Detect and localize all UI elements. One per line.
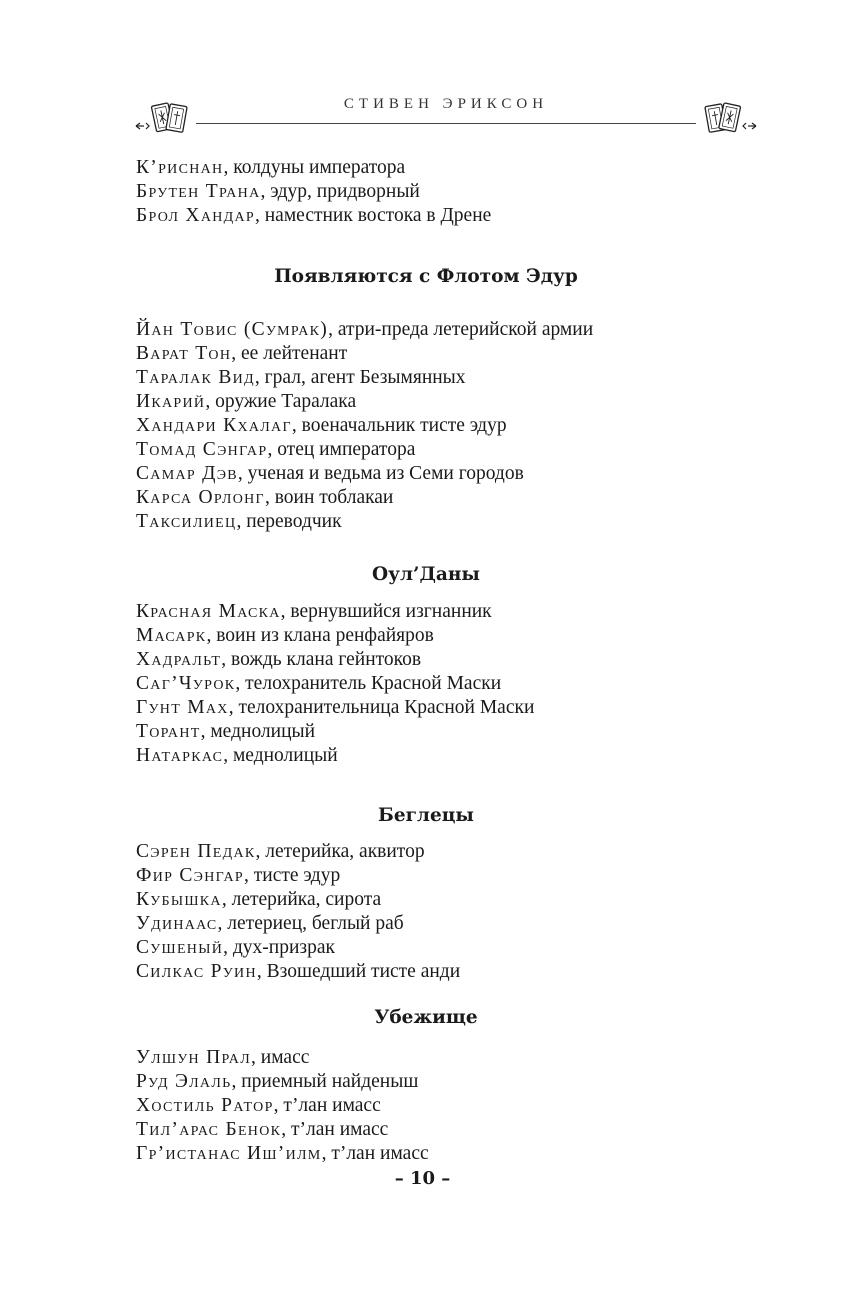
list-item [136, 180, 716, 204]
character-description: , воин тоблакаи [264, 487, 394, 508]
character-name: Икарий [136, 391, 206, 412]
list-item [136, 744, 716, 768]
list-item [136, 438, 716, 462]
list-item [136, 342, 716, 366]
list-item [136, 1142, 716, 1166]
character-description: , т’лан имасс [273, 1095, 381, 1116]
list-item [136, 204, 716, 228]
character-description: , т’лан имасс [281, 1119, 389, 1140]
character-name: Самар Дэв [136, 463, 238, 484]
character-description: , воин из клана ренфайяров [206, 625, 434, 646]
list-item [136, 1046, 716, 1070]
character-name: Хандари Кхалаг [136, 415, 292, 436]
list-item [136, 864, 716, 888]
page-number: – 10 – [394, 1168, 451, 1189]
character-description: , ее лейтенант [231, 343, 348, 364]
character-name: Удинаас [136, 913, 218, 934]
list-item [136, 1070, 716, 1094]
list-item [136, 462, 716, 486]
character-description: , имасс [251, 1047, 310, 1068]
character-name: Силкас Руин [136, 961, 257, 982]
running-header [134, 92, 758, 140]
character-name: Варат Тон [136, 343, 232, 364]
intro-list [136, 156, 716, 228]
character-description: , Взошедший тисте анди [256, 961, 461, 982]
character-description: , ученая и ведьма из Семи городов [237, 463, 524, 484]
character-name: Гр’истанас Иш’илм [136, 1143, 322, 1164]
character-name: Натаркас [136, 745, 224, 766]
character-description: , летерийка, сирота [221, 889, 382, 910]
character-name: Улшун Прал [136, 1047, 252, 1068]
list-item [136, 414, 716, 438]
character-description: , переводчик [236, 511, 342, 532]
list-item [136, 696, 716, 720]
character-name: Хадральт [136, 649, 222, 670]
section-heading: Беглецы [378, 805, 474, 826]
character-name: Масарк [136, 625, 207, 646]
list-item [136, 390, 716, 414]
character-description: , атри-преда летерийской армии [328, 319, 594, 340]
list-item [136, 156, 716, 180]
character-name: Таксилиец [136, 511, 237, 532]
character-description: , грал, агент Безымянных [254, 367, 466, 388]
list-item [136, 672, 716, 696]
character-description: , телохранитель Красной Маски [235, 673, 502, 694]
character-description: , летериец, беглый раб [217, 913, 404, 934]
character-name: Таралак Вид [136, 367, 255, 388]
character-description: , летерийка, аквитор [255, 841, 425, 862]
character-description: , приемный найденыш [231, 1071, 419, 1092]
character-description: , тисте эдур [244, 865, 341, 886]
list-item [136, 720, 716, 744]
character-name: К’риснан [136, 157, 224, 178]
section-heading: Убежище [374, 1007, 478, 1028]
character-name: Сэрен Педак [136, 841, 256, 862]
character-description: , оружие Таралака [205, 391, 357, 412]
character-description: , телохранительница Красной Маски [228, 697, 535, 718]
section-list [136, 600, 716, 768]
playing-cards-ornament-icon [698, 98, 758, 138]
list-item [136, 600, 716, 624]
list-item [136, 1118, 716, 1142]
character-name: Красная Маска [136, 601, 281, 622]
character-description: , наместник востока в Дрене [255, 205, 492, 226]
list-item [136, 318, 716, 342]
character-name: Руд Элаль [136, 1071, 232, 1092]
character-name: Карса Орлонг [136, 487, 265, 508]
list-item [136, 510, 716, 534]
list-item [136, 366, 716, 390]
character-description: , т’лан имасс [321, 1143, 429, 1164]
character-name: Кубышка [136, 889, 222, 910]
list-item [136, 936, 716, 960]
character-description: , вождь клана гейнтоков [221, 649, 422, 670]
list-item [136, 486, 716, 510]
character-description: , военачальник тисте эдур [291, 415, 507, 436]
list-item [136, 648, 716, 672]
character-description: , дух-призрак [223, 937, 335, 958]
character-name: Брол Хандар [136, 205, 255, 226]
list-item [136, 1094, 716, 1118]
character-name: Брутен Трана [136, 181, 261, 202]
character-name: Тил’арас Бенок [136, 1119, 282, 1140]
section-list [136, 318, 716, 534]
character-description: , эдур, придворный [260, 181, 420, 202]
header-rule [196, 123, 696, 124]
character-description: , вернувшийся изгнанник [280, 601, 492, 622]
section-list [136, 840, 716, 984]
section-heading: Появляются с Флотом Эдур [274, 266, 578, 287]
list-item [136, 912, 716, 936]
character-name: Гунт Мах [136, 697, 229, 718]
character-name: Торант [136, 721, 201, 742]
character-name: Сушеный [136, 937, 224, 958]
list-item [136, 840, 716, 864]
character-name: Йан Товис (Сумрак) [136, 319, 329, 340]
character-name: Фир Сэнгар [136, 865, 245, 886]
section-list [136, 1046, 716, 1166]
character-description: , меднолицый [200, 721, 316, 742]
list-item [136, 960, 716, 984]
list-item [136, 624, 716, 648]
character-name: Томад Сэнгар [136, 439, 268, 460]
character-description: , меднолицый [223, 745, 338, 766]
section-heading: Оул’Даны [372, 564, 480, 585]
character-name: Хостиль Ратор [136, 1095, 274, 1116]
list-item [136, 888, 716, 912]
character-description: , колдуны императора [223, 157, 406, 178]
character-list [136, 156, 716, 1166]
character-name: Саг’Чурок [136, 673, 236, 694]
author-name: СТИВЕН ЭРИКСОН [343, 96, 549, 112]
character-description: , отец императора [267, 439, 416, 460]
